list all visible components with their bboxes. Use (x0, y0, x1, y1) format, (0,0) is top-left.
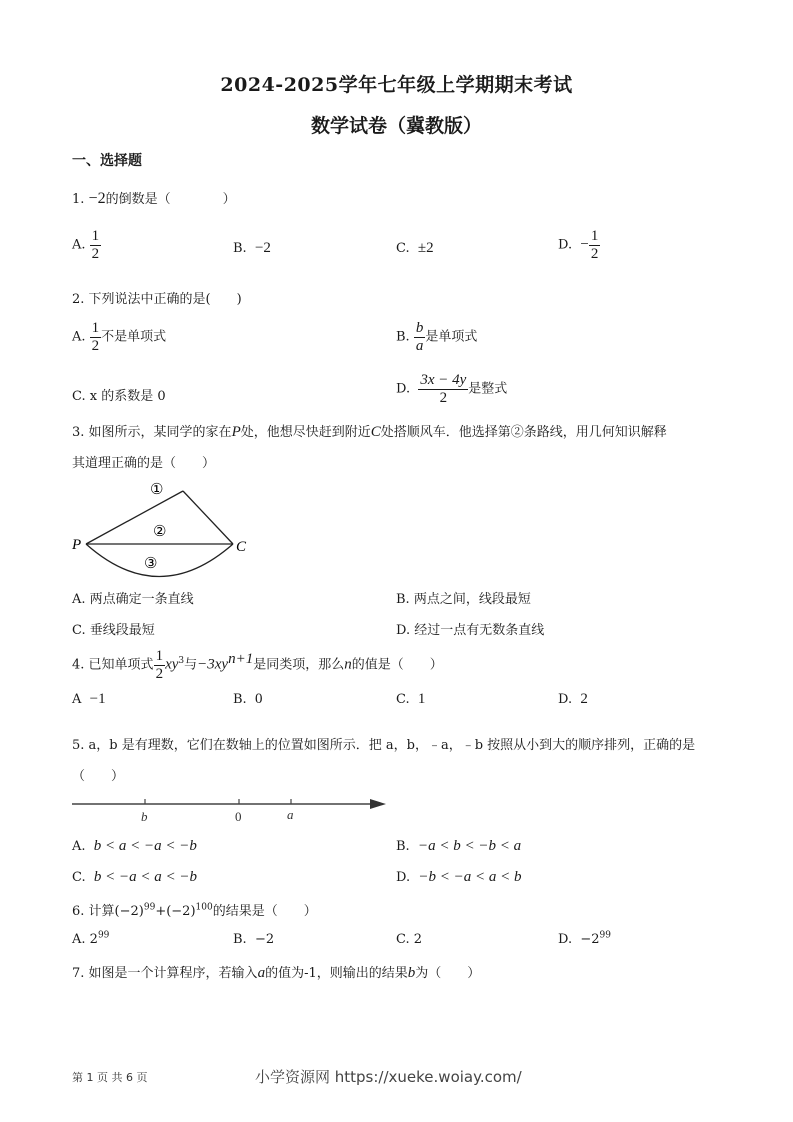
question-5-option-d[interactable]: D. −b < −a < a < b (396, 869, 522, 885)
exam-subtitle: 数学试卷（冀教版） (310, 115, 482, 137)
question-3-option-b[interactable]: B. 两点之间，线段最短 (396, 592, 531, 607)
question-1-stem: 1. −2的倒数是（ ） (72, 190, 236, 207)
question-4-option-a[interactable]: A −1 (72, 691, 106, 707)
question-2-option-d[interactable]: D. $\frac{3x - 4y}{2}$ 是整式 (396, 372, 508, 406)
tick-label-a: a (287, 807, 294, 822)
label-p: P (72, 537, 82, 553)
question-1-option-a[interactable]: A. $\frac{1}{2}$ (72, 228, 100, 262)
question-1-option-b[interactable]: B. −2 (233, 240, 271, 256)
number-line (70, 794, 390, 828)
question-3-option-c[interactable]: C. 垂线段最短 (72, 623, 155, 638)
route-1-label: ① (150, 482, 164, 498)
question-3-stem-line2: 其道理正确的是（ ） (72, 456, 216, 471)
question-4-option-c[interactable]: C. 1 (396, 691, 426, 707)
page-number: 第 1 页 共 6 页 (72, 1071, 148, 1084)
question-5-option-c[interactable]: C. b < −a < a < −b (72, 869, 198, 885)
question-3-option-d[interactable]: D. 经过一点有无数条直线 (396, 623, 545, 638)
section-title: 一、选择题 (72, 153, 142, 169)
fraction: $\frac{1}{2}$ (155, 648, 164, 682)
question-1-option-d[interactable]: D. − $\frac{1}{2}$ (558, 228, 599, 262)
route-diagram (68, 474, 258, 584)
exam-title: 2024-2025学年七年级上学期期末考试 (220, 74, 573, 96)
question-5-stem-line2: （ ） (72, 769, 125, 784)
question-1-option-c[interactable]: C. ±2 (396, 240, 434, 256)
fraction: $\frac{1}{2}$ (91, 320, 100, 354)
question-2-option-a[interactable]: A. $\frac{1}{2}$ 不是单项式 (72, 320, 167, 354)
question-4-stem: 4. 已知单项式 $\frac{1}{2}$ $xy^3$与$-3xy^{n+1}$是同类项，那么n的值是（ ） (72, 648, 443, 682)
label-c: C (236, 539, 247, 555)
question-3-option-a[interactable]: A. 两点确定一条直线 (72, 592, 194, 607)
route-3-label: ③ (144, 556, 158, 572)
question-6-option-c[interactable]: C. 2 (396, 932, 423, 947)
fraction: $\frac{1}{2}$ (91, 228, 100, 262)
fraction: $\frac{b}{a}$ (415, 320, 424, 354)
question-6-option-d[interactable]: D. $-2^{99}$ (558, 930, 611, 947)
fraction: $\frac{1}{2}$ (590, 228, 599, 262)
question-4-option-b[interactable]: B. 0 (233, 691, 263, 707)
tick-label-b: b (141, 809, 148, 824)
question-2-stem: 2. 下列说法中正确的是( ) (72, 292, 242, 307)
question-6-option-a[interactable]: A. $2^{99}$ (72, 930, 110, 947)
question-6-stem: 6. 计算$(-2)^{99}+(-2)^{100}$的结果是（ ） (72, 902, 317, 919)
question-5-option-b[interactable]: B. −a < b < −b < a (396, 838, 522, 854)
question-6-option-b[interactable]: B. −2 (233, 932, 275, 947)
question-2-option-b[interactable]: B. $\frac{b}{a}$ 是单项式 (396, 320, 478, 354)
route-2-label: ② (153, 524, 167, 540)
question-5-option-a[interactable]: A. b < a < −a < −b (72, 838, 197, 854)
tick-label-0: 0 (235, 809, 242, 824)
watermark-link[interactable]: 小学资源网 https://xueke.woiay.com/ (255, 1068, 522, 1086)
question-5-stem-line1: 5. a，b 是有理数，它们在数轴上的位置如图所示．把 a，b，﹣a，﹣b 按照从小到大的顺序排列，正确的是 (72, 738, 696, 753)
question-7-stem: 7. 如图是一个计算程序，若输入a的值为-1，则输出的结果b为（ ） (72, 965, 481, 981)
question-4-option-d[interactable]: D. 2 (558, 691, 588, 707)
question-2-option-c[interactable]: C. x 的系数是 0 (72, 389, 166, 404)
fraction: $\frac{3x - 4y}{2}$ (420, 372, 467, 406)
question-3-stem-line1: 3. 如图所示，某同学的家在P处，他想尽快赶到附近C处搭顺风车．他选择第②条路线，用几何知识解释 (72, 424, 667, 440)
